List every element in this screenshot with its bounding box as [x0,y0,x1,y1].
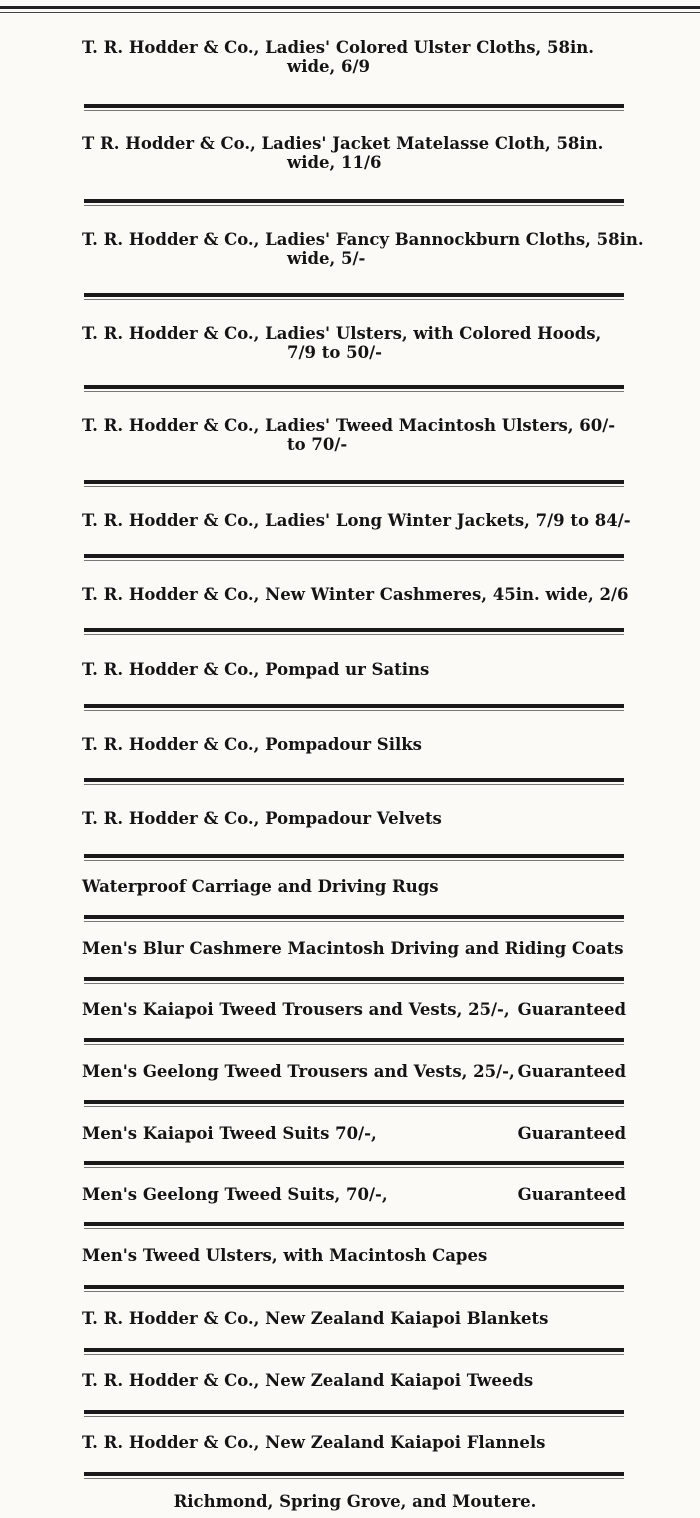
divider-rule [84,1038,624,1042]
ad-line: T. R. Hodder & Co., Pompadour Silks [82,735,422,754]
ad-line: Men's Kaiapoi Tweed Trousers and Vests, 25/-, [82,1000,510,1019]
ad-continuation: wide, 5/- [287,249,366,268]
advertisement-column [82,0,644,1518]
ad-line: T. R. Hodder & Co., Ladies' Colored Ulster Cloths, 58in. [82,38,595,57]
ad-entry [82,1371,628,1390]
ad-line: Men's Geelong Tweed Trousers and Vests, 25/-, [82,1062,515,1081]
divider-rule [84,628,624,632]
divider-rule [84,1222,624,1226]
ad-line: Men's Tweed Ulsters, with Macintosh Capes [82,1246,488,1265]
ad-entry [82,877,628,896]
divider-rule [84,1100,624,1104]
divider-rule [84,778,624,782]
ad-entry [82,134,628,172]
divider-rule [84,1410,624,1414]
footer-locations: Richmond, Spring Grove, and Moutere. [173,1492,537,1511]
ad-line: Waterproof Carriage and Driving Rugs [82,877,439,896]
ad-entry [82,809,628,828]
ad-line: T. R. Hodder & Co., Ladies' Long Winter Jackets, 7/9 to 84/- [82,511,631,530]
ad-entry [82,1185,628,1204]
ad-entry [82,585,628,604]
guarantee-label: Guaranteed [517,1185,626,1204]
divider-rule [84,704,624,708]
ad-entry [82,735,628,754]
ad-entry [82,660,628,679]
ad-entry [82,1000,628,1019]
ad-entry [82,38,628,76]
ad-line: T. R. Hodder & Co., Ladies' Ulsters, with Colored Hoods, [82,324,602,343]
guarantee-label: Guaranteed [517,1000,626,1019]
ad-entry [82,1062,628,1081]
divider-rule [84,854,624,858]
ad-continuation: wide, 6/9 [287,57,370,76]
divider-rule [84,480,624,484]
ad-line: T. R. Hodder & Co., Pompadour Velvets [82,809,442,828]
divider-rule [84,1285,624,1289]
guarantee-label: Guaranteed [517,1062,626,1081]
divider-rule [84,199,624,203]
divider-rule [84,1472,624,1476]
ad-line: T. R. Hodder & Co., New Zealand Kaiapoi Blankets [82,1309,549,1328]
ad-line: T. R. Hodder & Co., Ladies' Tweed Macintosh Ulsters, 60/- [82,416,616,435]
ad-entry [82,416,628,454]
divider-rule [84,915,624,919]
ad-entry [82,324,628,362]
ad-entry [82,1124,628,1143]
ad-line: T R. Hodder & Co., Ladies' Jacket Matelasse Cloth, 58in. [82,134,604,153]
ad-line: Men's Geelong Tweed Suits, 70/-, [82,1185,388,1204]
guarantee-label: Guaranteed [517,1124,626,1143]
ad-line: T. R. Hodder & Co., Pompad ur Satins [82,660,430,679]
ad-line: T. R. Hodder & Co., New Winter Cashmeres, 45in. wide, 2/6 [82,585,629,604]
ad-entry [82,939,628,958]
divider-rule [84,554,624,558]
ad-continuation: 7/9 to 50/- [287,343,382,362]
divider-rule [84,977,624,981]
divider-rule [84,1161,624,1165]
ad-entry [82,1433,628,1452]
ad-line: Men's Blur Cashmere Macintosh Driving and Riding Coats [82,939,624,958]
ad-continuation: to 70/- [287,435,348,454]
divider-rule [84,385,624,389]
ad-entry [82,1246,628,1265]
ad-entry [82,511,631,530]
ad-entry [82,1309,628,1328]
ad-line: T. R. Hodder & Co., New Zealand Kaiapoi Tweeds [82,1371,534,1390]
ad-line: T. R. Hodder & Co., Ladies' Fancy Bannockburn Cloths, 58in. [82,230,644,249]
ad-continuation: wide, 11/6 [287,153,382,172]
ad-line: T. R. Hodder & Co., New Zealand Kaiapoi Flannels [82,1433,546,1452]
divider-rule [84,104,624,108]
divider-rule [84,293,624,297]
ad-line: Men's Kaiapoi Tweed Suits 70/-, [82,1124,377,1143]
ad-entry [82,230,644,268]
divider-rule [84,1348,624,1352]
